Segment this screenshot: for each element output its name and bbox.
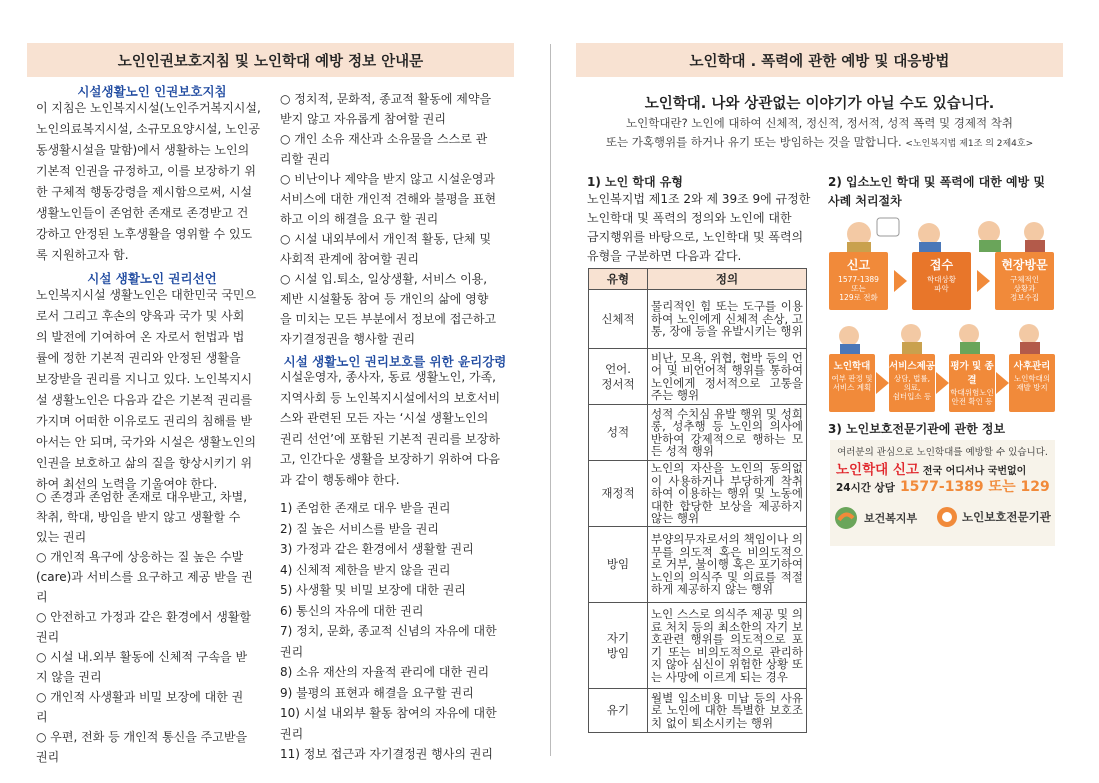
rights-circle-list-2 <box>280 89 510 349</box>
agency-info-line-3 <box>836 476 1055 496</box>
ministry-logo-icon <box>834 506 858 530</box>
circle-line: ○ 정치적, 문화적, 종교적 활동에 제약을 <box>280 92 492 106</box>
abuse-definition: 비난, 모욕, 위협, 협박 등의 언어 및 비언어적 행위를 통하여 노인에게 정서적으로 고통을 주는 행위 <box>648 349 807 405</box>
rights-line: 가지며 어떠한 이유로도 권리의 침해를 받 <box>36 414 253 428</box>
numbered-line: 6) 통신의 자유에 대한 권리 <box>280 603 424 618</box>
abuse-type: 방임 <box>589 527 648 603</box>
circle-line: 리 <box>36 590 48 604</box>
circle-line: (care)과 서비스를 요구하고 제공 받을 권 <box>36 570 253 584</box>
circle-line: ○ 개인적 사생활과 비밀 보장에 대한 권 <box>36 690 244 704</box>
ethics-text <box>280 367 510 490</box>
circle-line: ○ 존경과 존엄한 존재로 대우받고, 차별, <box>36 490 248 504</box>
definition-line-2 <box>576 134 1063 150</box>
ministry-logo <box>834 506 917 530</box>
circle-line: 지 않을 권리 <box>36 670 102 684</box>
circle-line: ○ 개인 소유 재산과 소유물을 스스로 관 <box>280 132 488 146</box>
rights-line: 의 발전에 기여하여 온 자로서 헌법과 법 <box>36 330 245 344</box>
circle-line: ○ 안전하고 가정과 같은 환경에서 생활할 <box>36 610 252 624</box>
procedure-title <box>828 173 1045 211</box>
types-line: 유형을 구분하면 다음과 같다. <box>587 249 742 263</box>
ethics-line: 권리 선언’에 포함된 기본적 권리를 보장하 <box>280 431 500 446</box>
rights-line: 노인복지시설 생활노인은 대한민국 국민으 <box>36 288 257 302</box>
arrow-right-icon <box>977 270 990 292</box>
rights-line: 인권을 보호하고 삶의 질을 향상시키기 위 <box>36 456 253 470</box>
procedure-step <box>949 354 995 412</box>
circle-line: ○ 시설 입.퇴소, 일상생활, 서비스 이용, <box>280 272 488 286</box>
circle-line: 서비스에 대한 개인적 견해와 불평을 표현 <box>280 192 497 206</box>
procedure-step-title: 현장방문 <box>1001 258 1048 272</box>
numbered-line: 5) 사생활 및 비밀 보장에 대한 권리 <box>280 583 466 597</box>
agency-logo-icon <box>936 506 958 528</box>
definition-cite: <노인복지법 제1조 의 2제4호> <box>905 139 1034 149</box>
guide-text <box>36 98 268 266</box>
types-line: 금지행위를 바탕으로, 노인학대 및 폭력의 <box>587 230 804 244</box>
numbered-line: 7) 정치, 문화, 종교적 신념의 자유에 대한 <box>280 624 497 638</box>
guide-line: 노인의료복지시설, 소규모요양시설, 노인공 <box>36 122 260 136</box>
abuse-types-table-wrap <box>588 268 807 733</box>
circle-line: ○ 개인적 욕구에 상응하는 질 높은 수발 <box>36 550 244 564</box>
numbered-line: 10) 시설 내외부 활동 참여의 자유에 대한 <box>280 706 497 720</box>
procedure-step-title: 서비스제공 <box>889 361 935 372</box>
abuse-type: 재정적 <box>589 461 648 527</box>
agency-info-card <box>830 440 1055 546</box>
rights-circle-list <box>36 487 268 767</box>
hours-text: 24시간 상담 <box>836 482 895 494</box>
ministry-name: 보건복지부 <box>864 512 918 525</box>
procedure-step-desc: 1577-1389 또는 129로 전화 <box>838 275 879 302</box>
procedure-step-desc: 상담, 법률, 의료, 쉼터입소 등 <box>892 374 932 401</box>
circle-line: 있는 권리 <box>36 530 87 544</box>
definition-line-1: 노인학대란? 노인에 대하여 신체적, 정신적, 정서적, 성적 폭력 및 경제적 착취 <box>626 116 1013 130</box>
abuse-definition: 부양의무자로서의 책임이나 의무를 의도적 혹은 비의도적으로 거부, 불이행 혹은 포기하여 노인의 의식주 및 의료를 적절하게 제공하지 않는 행위 <box>648 527 807 603</box>
procedure-step-desc: 학대상황 파악 <box>927 275 956 293</box>
guide-title: 시설생활노인 인권보호지침 <box>77 84 227 99</box>
abuse-type: 자기 방임 <box>589 603 648 689</box>
ethics-line: 과 같이 행동해야 한다. <box>280 472 400 487</box>
procedure-step-desc: 구체적인 상황과 정보수집 <box>1010 275 1039 302</box>
agency-info-title: 3) 노인보호전문기관에 관한 정보 <box>828 422 1006 436</box>
table-header-definition: 정의 <box>648 269 807 290</box>
guide-line: 강하고 안정된 노후생활을 영위할 수 있도 <box>36 227 253 241</box>
procedure-step <box>889 354 935 412</box>
ethics-title: 시설 생활노인 권리보호를 위한 윤리강령 <box>283 354 507 369</box>
abuse-type: 언어. 정서적 <box>589 349 648 405</box>
agency-info-line-1: 여러분의 관심으로 노인학대를 예방할 수 있습니다. <box>837 447 1048 458</box>
headline: 노인학대. 나와 상관없는 이야기가 아닐 수도 있습니다. <box>644 96 995 112</box>
table-row <box>589 349 807 405</box>
arrow-right-icon <box>876 372 889 394</box>
procedure-step <box>829 354 875 412</box>
arrow-right-icon <box>936 372 949 394</box>
numbered-line: 권리 <box>280 726 304 741</box>
circle-line: 받지 않고 자유롭게 참여할 권리 <box>280 112 446 126</box>
table-row <box>589 405 807 461</box>
agency-info-line-2 <box>836 458 1055 478</box>
numbered-line: 2) 질 높은 서비스를 받을 권리 <box>280 521 439 536</box>
circle-line: ○ 시설 내외부에서 개인적 활동, 단체 및 <box>280 232 492 246</box>
procedure-step <box>995 252 1054 310</box>
people-illustration-2 <box>829 314 1054 354</box>
numbered-line: 9) 불평의 표현과 해결을 요구할 권리 <box>280 685 474 700</box>
procedure-step-desc: 학대위험노인 안전 확인 등 <box>950 388 994 406</box>
circle-line: 착취, 학대, 방임을 받지 않고 생활할 수 <box>36 510 241 524</box>
procedure-step-desc: 노인학대의 재발 방지 <box>1013 374 1051 392</box>
rights-line: 로서 그리고 후손의 양육과 국가 및 사회 <box>36 309 245 323</box>
circle-line: ○ 시설 내.외부 활동에 신체적 구속을 받 <box>36 650 248 664</box>
table-row <box>589 461 807 527</box>
guide-line: 동생활시설을 말함)에서 생활하는 노인의 <box>36 143 250 157</box>
abuse-type: 유기 <box>589 689 648 733</box>
procedure-title-line-2: 사례 처리절차 <box>828 194 902 208</box>
guide-line: 생활노인들이 존엄한 존재로 존경받고 건 <box>36 206 249 220</box>
rights-line: 아서는 안 되며, 국가와 시설은 생활노인의 <box>36 435 256 449</box>
numbered-line: 권리 <box>280 644 304 659</box>
hotline-number[interactable]: 1577-1389 또는 129 <box>899 479 1050 495</box>
abuse-definition: 성적 수치심 유발 행위 및 성희롱, 성추행 등 노인의 의사에 반하여 강제적으로 행하는 모든 성적 행위 <box>648 405 807 461</box>
procedure-step <box>912 252 971 310</box>
left-header: 노인인권보호지침 및 노인학대 예방 정보 안내문 <box>27 43 514 77</box>
table-row <box>589 689 807 733</box>
circle-line: 리할 권리 <box>280 152 331 166</box>
procedure-step-title: 접수 <box>929 258 954 272</box>
circle-line: 권리 <box>36 750 60 764</box>
numbered-line: 8) 소유 재산의 자율적 관리에 대한 권리 <box>280 665 490 679</box>
table-row <box>589 603 807 689</box>
numbered-line: 3) 가정과 같은 환경에서 생활할 권리 <box>280 542 474 556</box>
types-text <box>587 190 813 266</box>
procedure-step <box>829 252 888 310</box>
procedure-step-title: 신고 <box>846 258 871 272</box>
guide-line: 록 지원하고자 함. <box>36 248 129 262</box>
types-line: 노인학대 및 폭력의 정의와 노인에 대한 <box>587 211 792 225</box>
nationwide-text: 전국 어디서나 국번없이 <box>922 466 1027 477</box>
right-header: 노인학대 . 폭력에 관한 예방 및 대응방법 <box>576 43 1063 77</box>
circle-line: 제반 시설활동 참여 등 개인의 삶에 영향 <box>280 292 489 306</box>
report-label: 노인학대 신고 <box>836 462 919 478</box>
rights-text <box>36 285 268 495</box>
ethics-line: 스와 관련된 모든 자는 ‘시설 생활노인의 <box>280 411 489 425</box>
types-title: 1) 노인 학대 유형 <box>587 175 683 189</box>
rights-title: 시설 생활노인 권리선언 <box>87 271 217 286</box>
abuse-definition: 월별 입소비용 미납 등의 사유로 노인에 대한 특별한 보호조치 없이 퇴소시키는 행위 <box>648 689 807 733</box>
circle-line: 을 미치는 모든 부분에서 정보에 접근하고 <box>280 312 497 326</box>
numbered-line: 4) 신체적 제한을 받지 않을 권리 <box>280 562 451 577</box>
circle-line: 자기결정권을 행사할 권리 <box>280 332 416 346</box>
numbered-rights <box>280 498 510 765</box>
page-divider <box>550 44 551 756</box>
agency-logo <box>936 506 1051 528</box>
types-line: 노인복지법 제1조 2와 제 39조 9에 규정한 <box>587 192 811 206</box>
arrow-right-icon <box>894 270 907 292</box>
arrow-right-icon <box>996 372 1009 394</box>
circle-line: 하고 이의 해결을 요구 할 권리 <box>280 212 439 226</box>
abuse-type: 성적 <box>589 405 648 461</box>
rights-line: 률에 정한 기본적 권리와 안정된 생활을 <box>36 351 241 365</box>
table-row <box>589 527 807 603</box>
abuse-types-table <box>588 268 807 733</box>
definition-text: 또는 가혹행위를 하거나 유기 또는 방임하는 것을 말합니다. <box>605 135 902 149</box>
circle-line: 사회적 관계에 참여할 권리 <box>280 252 419 266</box>
circle-line: ○ 비난이나 제약을 받지 않고 시설운영과 <box>280 172 496 186</box>
guide-line: 한 구체적 행동강령을 제시함으로써, 시설 <box>36 185 253 199</box>
agency-name: 노인보호전문기관 <box>962 510 1051 524</box>
abuse-definition: 물리적인 힘 또는 도구를 이용하여 노인에게 신체적 손상, 고통, 장애 등을 유발시키는 행위 <box>648 290 807 349</box>
procedure-step-title: 노인학대 <box>833 361 871 372</box>
guide-line: 이 지침은 노인복지시설(노인주거복지시설, <box>36 101 261 115</box>
numbered-line: 1) 존엄한 존재로 대우 받을 권리 <box>280 501 451 515</box>
ethics-line: 시설운영자, 종사자, 동료 생활노인, 가족, <box>280 370 496 384</box>
rights-line: 설 생활노인은 다음과 같은 기본적 권리를 <box>36 393 253 407</box>
numbered-line: 11) 정보 접근과 자기결정권 행사의 권리 <box>280 747 493 761</box>
abuse-definition: 노인의 자산을 노인의 동의없이 사용하거나 부당하게 착취 하여 이용하는 행위 및 노동에 대한 합당한 보상을 제공하지 않는 행위 <box>648 461 807 527</box>
rights-line: 하여 최선의 노력을 기울여야 한다. <box>36 477 218 491</box>
procedure-step-desc: 여부 판정 및 서비스 계획 <box>831 374 873 392</box>
table-row <box>589 290 807 349</box>
procedure-step <box>1009 354 1055 412</box>
people-illustration <box>829 212 1054 252</box>
table-header-type: 유형 <box>589 269 648 290</box>
ethics-line: 지역사회 등 노인복지시설에서의 보호서비 <box>280 390 501 405</box>
procedure-step-title: 평가 및 종결 <box>950 361 994 386</box>
circle-line: ○ 우편, 전화 등 개인적 통신을 주고받을 <box>36 730 248 744</box>
guide-line: 기본적 인권을 규정하고, 이를 보장하기 위 <box>36 164 256 178</box>
circle-line: 권리 <box>36 630 60 644</box>
abuse-definition: 노인 스스로 의식주 제공 및 의료 처치 등의 최소한의 자기 보호관련 행위를 의도적으로 포기 또는 비의도적으로 관리하지 않아 심신이 위험한 상황 또는 사망에 이르게 되는 경우 <box>648 603 807 689</box>
rights-line: 보장받을 권리를 지니고 있다. 노인복지시 <box>36 372 253 386</box>
abuse-type: 신체적 <box>589 290 648 349</box>
procedure-title-line-1: 2) 입소노인 학대 및 폭력에 대한 예방 및 <box>828 175 1045 189</box>
procedure-flowchart <box>829 212 1054 406</box>
procedure-step-title: 사후관리 <box>1013 361 1051 372</box>
ethics-line: 고, 인간다운 생활을 보장하기 위하여 다음 <box>280 452 500 466</box>
circle-line: 리 <box>36 710 48 724</box>
